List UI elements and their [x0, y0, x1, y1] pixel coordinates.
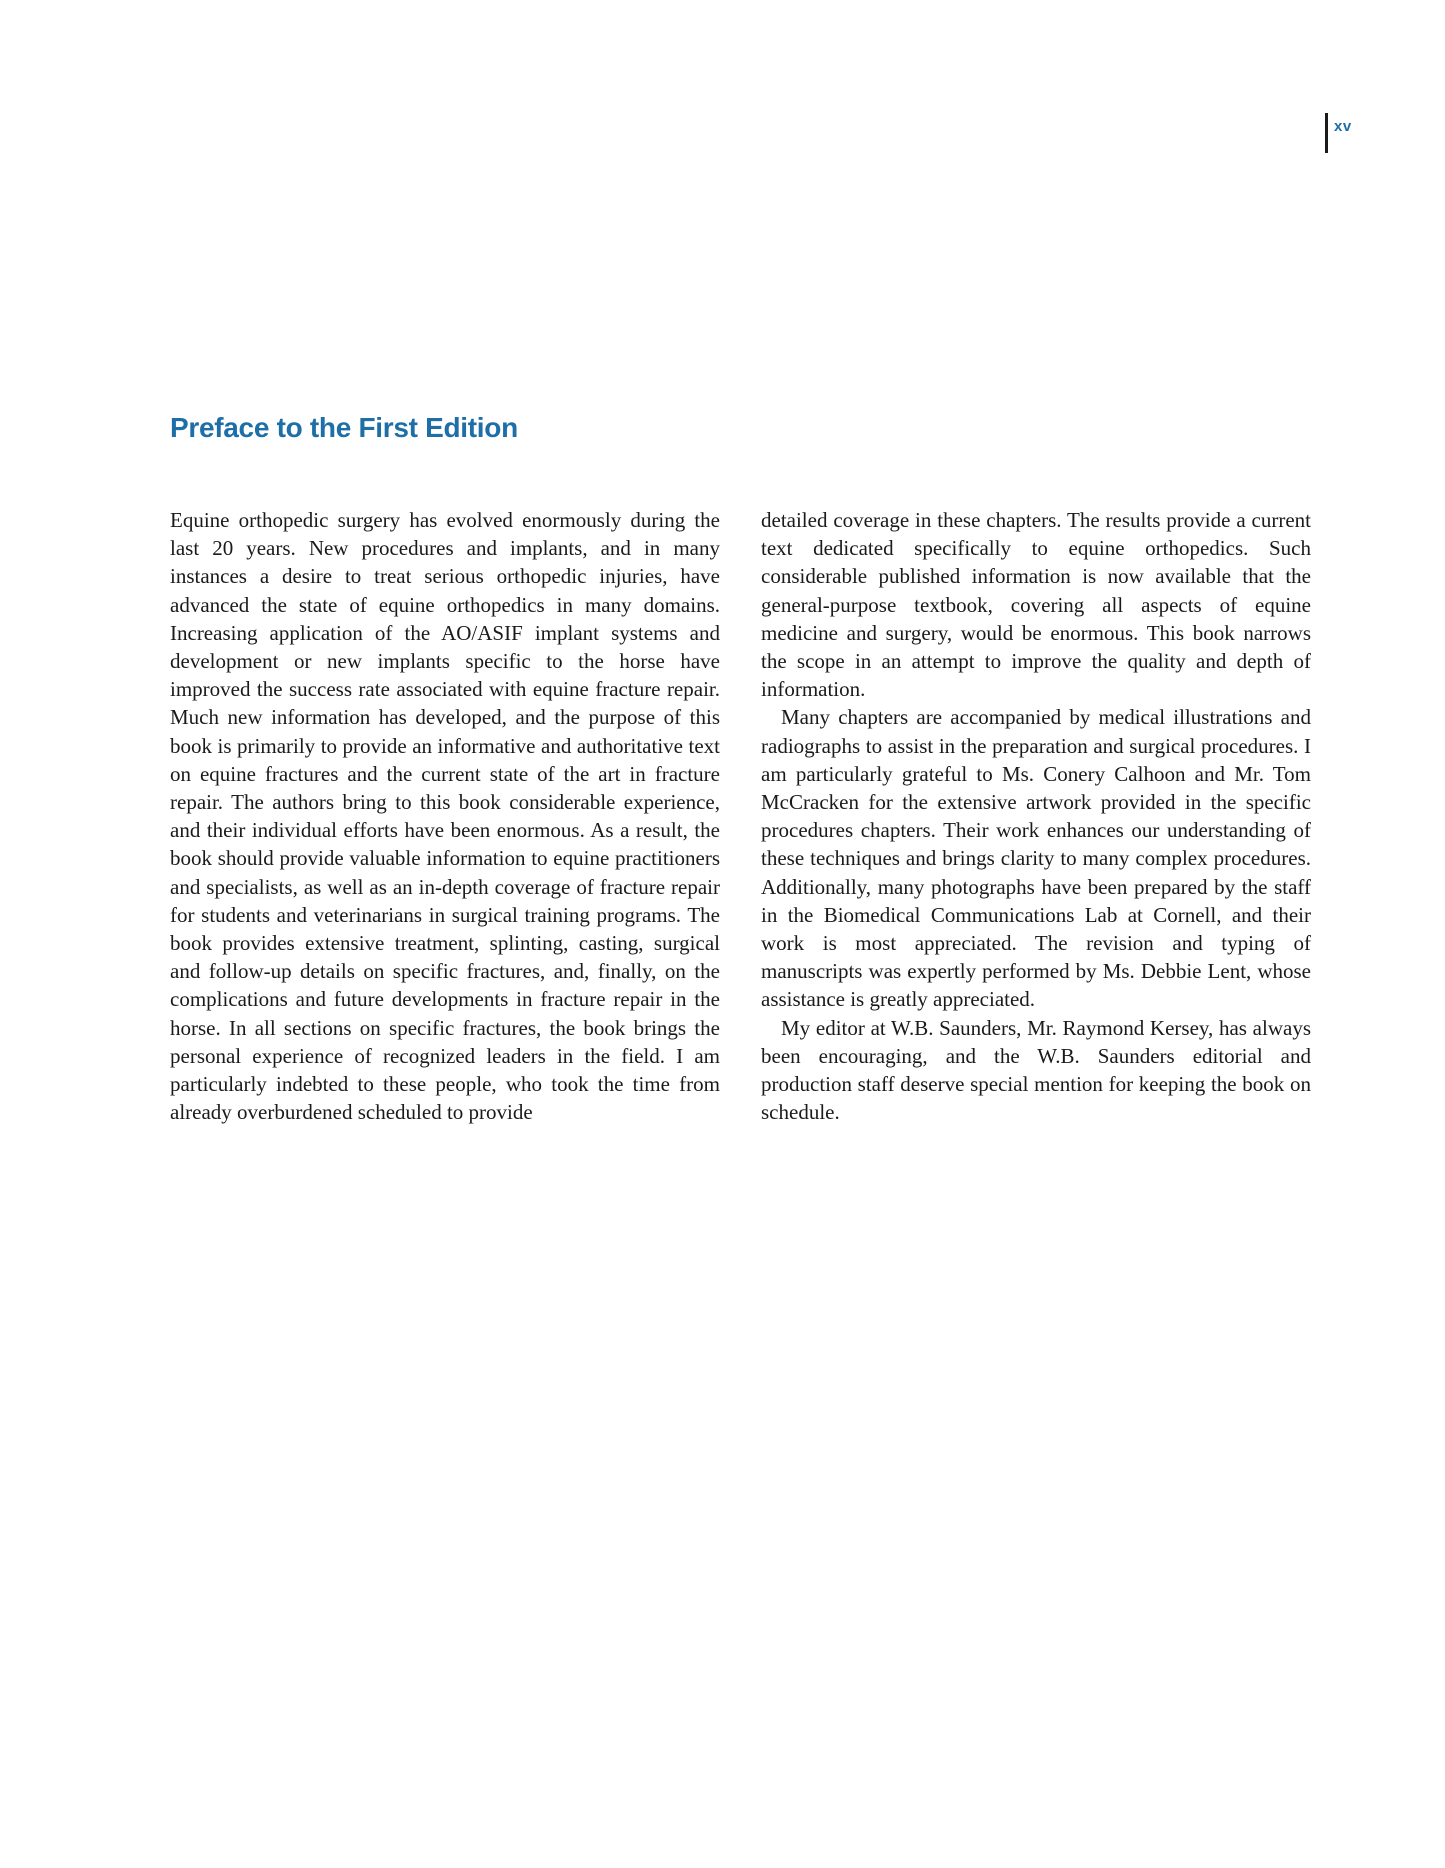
paragraph-right-2: Many chapters are accompanied by medical illustrations and radiographs to assist in the preparation and surgical procedures. I am particularly grateful to Ms. Conery Calhoon and Mr. Tom McCracken for the extensive artwork provided in the specific procedures chapters. Their work enhances our understanding of these techniques and brings clarity to many complex procedures. Additionally, many photographs have been prepared by the staff in the Biomedical Communications Lab at Cornell, and their work is most appreciated. The revision and typing of manuscripts was expertly performed by Ms. Debbie Lent, whose assistance is greatly appreciated. [761, 705, 1311, 1012]
page-number-marker [1325, 113, 1328, 153]
paragraph-right-1: detailed coverage in these chapters. The results provide a current text dedicated specifically to equine orthopedics. Such considerable published information is now available that the general-purpose textbook, covering all aspects of equine medicine and surgery, would be enormous. This book narrows the scope in an attempt to improve the quality and depth of information. [761, 508, 1311, 702]
paragraph-right-3: My editor at W.B. Saunders, Mr. Raymond Kersey, has always been encouraging, and the W.B. Saunders editorial and production staff deserve special mention for keeping the book on schedule. [761, 1015, 1311, 1125]
left-column [170, 506, 720, 1126]
paragraph-left-1: Equine orthopedic surgery has evolved enormously during the last 20 years. New procedures and implants, and in many instances a desire to treat serious orthopedic injuries, have advanced the state of equine orthopedics in many domains. Increasing application of the AO/ASIF implant systems and development or new implants specific to the horse have improved the success rate associated with equine fracture repair. Much new information has developed, and the purpose of this book is primarily to provide an informative and authoritative text on equine fractures and the current state of the art in fracture repair. The authors bring to this book considerable experience, and their individual efforts have been enormous. As a result, the book should provide valuable information to equine practitioners and specialists, as well as an in-depth coverage of fracture repair for students and veterinarians in surgical training programs. The book provides extensive treatment, splinting, casting, surgical and follow-up details on specific fractures, and, finally, on the complications and future developments in fracture repair in the horse. In all sections on specific fractures, the book brings the personal experience of recognized leaders in the field. I am particularly indebted to these people, who took the time from already overburdened scheduled to provide [170, 508, 720, 1125]
right-column [761, 506, 1311, 1126]
page-number: xv [1334, 118, 1352, 135]
page-title: Preface to the First Edition [170, 412, 518, 443]
